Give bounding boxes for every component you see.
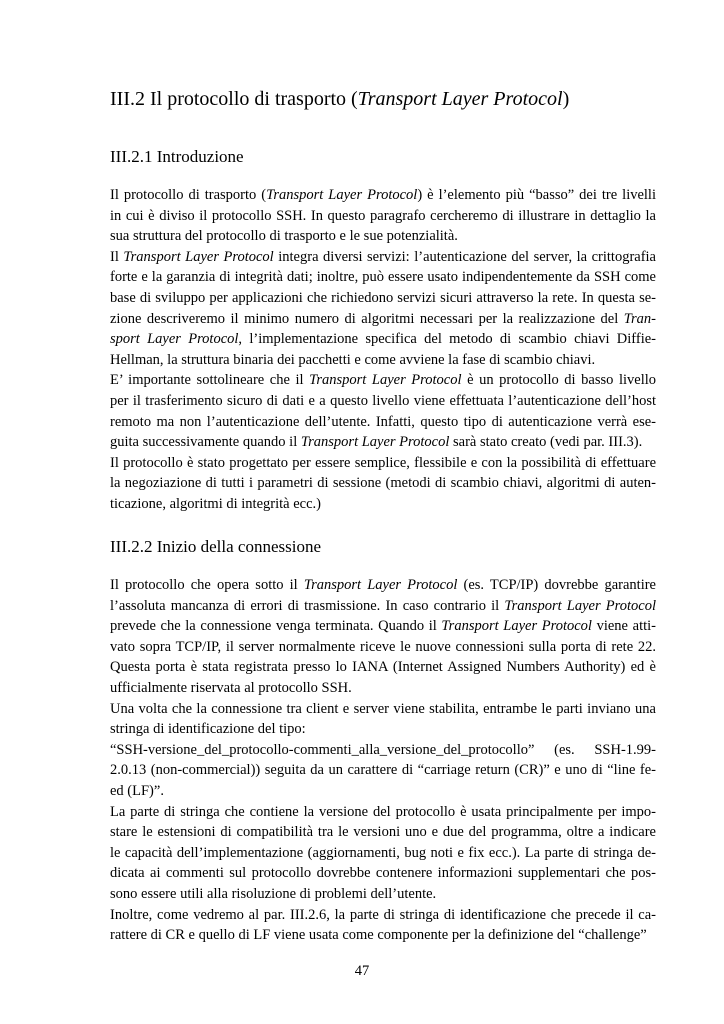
text-line: sport Layer Protocol, l’implementazione specifica del metodo di scambio chiavi Diffie- — [110, 331, 656, 348]
section-title-italic: Transport Layer Protocol — [357, 88, 563, 110]
text-line: La parte di stringa che contiene la versione del protocollo è usata principalmente per impo- — [110, 803, 656, 820]
subsection-title-connection: III.2.2 Inizio della connessione — [110, 537, 322, 556]
text-line: rattere di CR e quello di LF viene usata come componente per la definizione del “challenge” — [110, 927, 647, 944]
text-line: Il protocollo di trasporto (Transport Layer Protocol) è l’elemento più “basso” dei tre livelli — [110, 187, 656, 203]
text-line: Hellman, la struttura binaria dei pacchetti e come avviene la fase di scambio chiavi. — [110, 351, 596, 368]
text-line: Inoltre, come vedremo al par. III.2.6, la parte di stringa di identificazione che precede il ca- — [110, 906, 656, 923]
text-line: 2.0.13 (non-commercial)) seguita da un carattere di “carriage return (CR)” e uno di “line fe- — [110, 762, 656, 779]
text-line: in cui è diviso il protocollo SSH. In questo paragrafo cercheremo di illustrare in dettaglio la — [110, 207, 656, 224]
text-line: Il Transport Layer Protocol integra diversi servizi: l’autenticazione del server, la crittografia — [110, 248, 656, 265]
text-line: le capacità dell’implementazione (aggiornamenti, bug noti e fix ecc.). La parte di stringa de- — [110, 844, 656, 861]
text-line: guita successivamente quando il Transport Layer Protocol sarà stato creato (vedi par. III.3). — [110, 434, 643, 451]
text-line: sua struttura del protocollo di trasporto e le sue potenzialità. — [110, 228, 458, 245]
text-line: remoto ma non l’autenticazione dell’utente. Infatti, questo tipo di autenticazione verrà ese- — [110, 413, 656, 430]
text-line: prevede che la connessione venga terminata. Quando il Transport Layer Protocol viene atti- — [110, 618, 656, 635]
text-line: “SSH-versione_del_protocollo-commenti_alla_versione_del_protocollo” (es. SSH-1.99- — [110, 741, 656, 758]
text-line: Il protocollo è stato progettato per essere semplice, flessibile e con la possibilità di effettuare — [110, 454, 656, 471]
text-line: Questa porta è stata registrata presso lo IANA (Internet Assigned Numbers Authority) ed è — [110, 659, 656, 676]
text-line: base di sviluppo per applicazioni che richiedono servizi sicuri attraverso la rete. In questa se- — [110, 290, 656, 306]
text-line: sono essere utili alla risoluzione di problemi dell’utente. — [110, 886, 437, 902]
text-line: per il trasferimento sicuro di dati e a questo livello viene effettuata l’autenticazione dell’host — [110, 393, 656, 409]
subsection-title-intro: III.2.1 Introduzione — [110, 147, 244, 166]
text-line: E’ importante sottolineare che il Transport Layer Protocol è un protocollo di basso livello — [110, 372, 656, 389]
section-title-suffix: ) — [562, 88, 570, 110]
text-line: la negoziazione di tutti i parametri di sessione (metodi di scambio chiavi, algoritmi di auten- — [110, 475, 656, 492]
text-line: stringa di identificazione del tipo: — [110, 721, 306, 738]
text-line: forte e la garanzia di integrità dati; inoltre, può essere usato indipendentemente da SSH come — [110, 269, 656, 286]
text-line: l’assoluta mancanza di errori di trasmissione. In caso contrario il Transport Layer Protocol — [110, 597, 656, 614]
text-line: Una volta che la connessione tra client e server viene stabilita, entrambe le parti inviano una — [110, 700, 656, 717]
text-line: zione descriveremo il minimo numero di algoritmi necessari per la realizzazione del Tran- — [110, 310, 656, 327]
page-number: 47 — [354, 963, 370, 979]
section-title — [110, 86, 569, 112]
text-line: dicata ai commenti sul protocollo dovrebbe contenere informazioni supplementari che pos- — [110, 865, 656, 882]
text-line: stare le estensioni di compatibilità tra le versioni uno e due del programma, oltre a indicare — [110, 824, 656, 841]
section-title-prefix: III.2 Il protocollo di trasporto ( — [110, 88, 358, 110]
text-line: ticazione, algoritmi di integrità ecc.) — [110, 496, 321, 512]
text-line: ufficialmente riservata al protocollo SSH. — [110, 680, 352, 696]
text-line: vato sopra TCP/IP, il server normalmente riceve le nuove connessioni sulla porta di rete 22. — [110, 638, 656, 655]
text-line: Il protocollo che opera sotto il Transport Layer Protocol (es. TCP/IP) dovrebbe garantire — [110, 577, 656, 593]
text-line: ed (LF)”. — [110, 783, 164, 799]
